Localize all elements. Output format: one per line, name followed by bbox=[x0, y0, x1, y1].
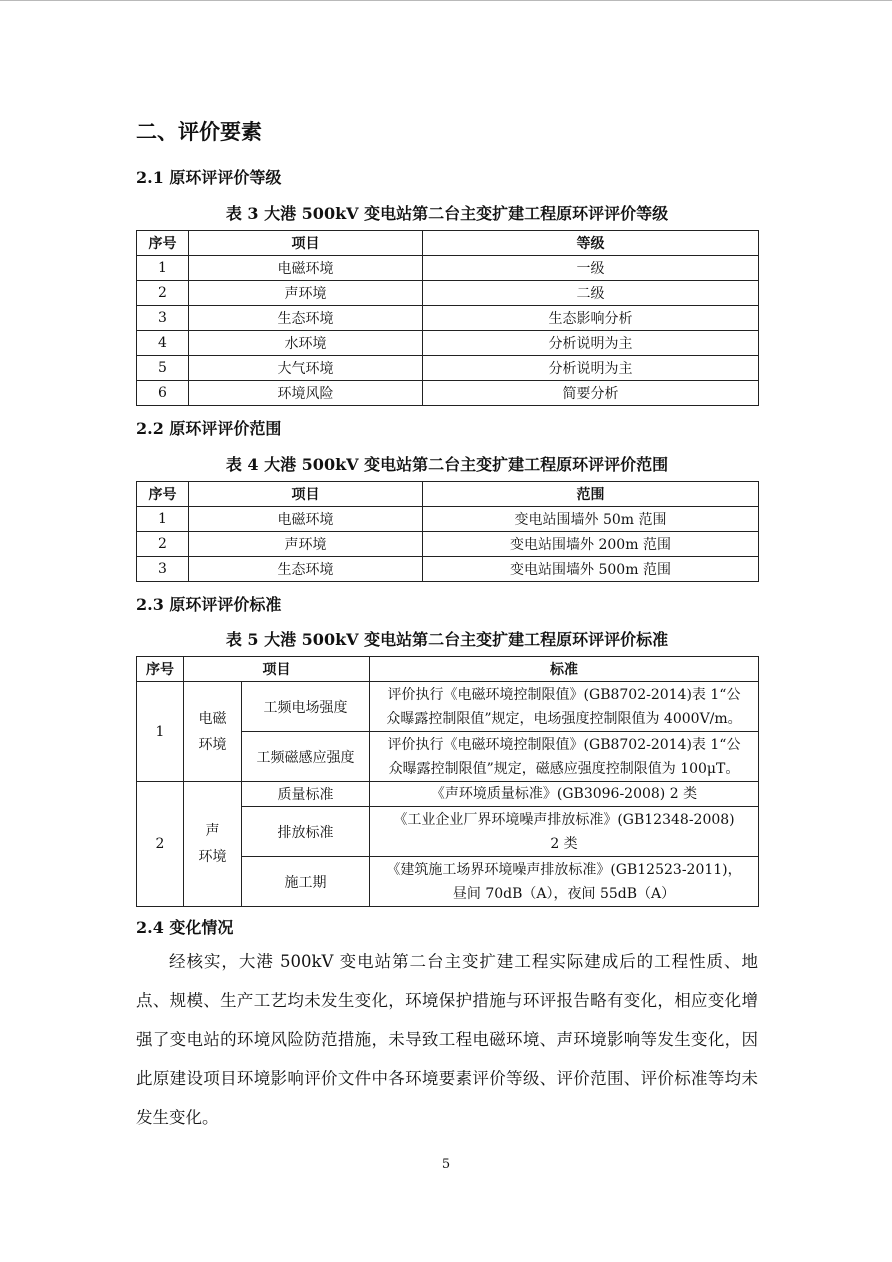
heading-2-1: 2.1 原环评评价等级 bbox=[136, 168, 282, 187]
cell-item: 大气环境 bbox=[189, 356, 423, 381]
cell-item: 声环境 bbox=[189, 281, 423, 306]
cell-level: 二级 bbox=[423, 281, 759, 306]
category-line: 电磁 bbox=[198, 710, 227, 727]
cell-no: 6 bbox=[137, 381, 189, 406]
cell-no: 2 bbox=[137, 782, 184, 907]
table-row bbox=[137, 281, 759, 306]
cell-level: 分析说明为主 bbox=[423, 356, 759, 381]
cell-scope: 变电站围墙外 200m 范围 bbox=[423, 532, 759, 557]
table-3-evaluation-level bbox=[136, 230, 759, 406]
page-number: 5 bbox=[441, 1157, 451, 1172]
header-no: 序号 bbox=[137, 482, 189, 507]
header-item: 项目 bbox=[189, 231, 423, 256]
table-row bbox=[137, 306, 759, 331]
cell-no: 2 bbox=[137, 532, 189, 557]
table-3-caption: 表 3 大港 500kV 变电站第二台主变扩建工程原环评评价等级 bbox=[225, 204, 669, 223]
cell-subitem: 质量标准 bbox=[242, 782, 370, 807]
cell-standard bbox=[370, 682, 759, 732]
cell-subitem: 排放标准 bbox=[242, 807, 370, 857]
category-line: 环境 bbox=[198, 736, 227, 753]
standard-line: 《声环境质量标准》(GB3096-2008) 2 类 bbox=[430, 786, 698, 802]
cell-subitem: 工频磁感应强度 bbox=[242, 732, 370, 782]
heading-2-3: 2.3 原环评评价标准 bbox=[136, 595, 282, 614]
cell-scope: 变电站围墙外 500m 范围 bbox=[423, 557, 759, 582]
header-item: 项目 bbox=[184, 657, 370, 682]
header-item: 项目 bbox=[189, 482, 423, 507]
table-5-evaluation-standard bbox=[136, 656, 759, 907]
heading-2-4: 2.4 变化情况 bbox=[136, 918, 234, 937]
table-row bbox=[137, 356, 759, 381]
table-4-caption: 表 4 大港 500kV 变电站第二台主变扩建工程原环评评价范围 bbox=[225, 455, 669, 474]
table-header-row bbox=[137, 482, 759, 507]
category-line: 声 bbox=[205, 823, 220, 839]
cell-level: 简要分析 bbox=[423, 381, 759, 406]
standard-line: 评价执行《电磁环境控制限值》(GB8702-2014)表 1“公 bbox=[387, 736, 741, 753]
header-no: 序号 bbox=[137, 657, 184, 682]
cell-level: 分析说明为主 bbox=[423, 331, 759, 356]
table-row bbox=[137, 331, 759, 356]
table-row bbox=[137, 682, 759, 732]
cell-no: 2 bbox=[137, 281, 189, 306]
cell-standard bbox=[370, 857, 759, 907]
table-header-row bbox=[137, 657, 759, 682]
table-5-caption: 表 5 大港 500kV 变电站第二台主变扩建工程原环评评价标准 bbox=[225, 630, 669, 649]
cell-item: 电磁环境 bbox=[189, 256, 423, 281]
header-scope: 范围 bbox=[423, 482, 759, 507]
heading-2-2: 2.2 原环评评价范围 bbox=[136, 419, 282, 438]
header-level: 等级 bbox=[423, 231, 759, 256]
cell-standard bbox=[370, 732, 759, 782]
header-standard: 标准 bbox=[370, 657, 759, 682]
standard-line: 《工业企业厂界环境噪声排放标准》(GB12348-2008) bbox=[393, 811, 735, 828]
table-row bbox=[137, 532, 759, 557]
standard-line: 2 类 bbox=[550, 835, 578, 852]
cell-level: 一级 bbox=[423, 256, 759, 281]
cell-item: 水环境 bbox=[189, 331, 423, 356]
section-heading: 二、评价要素 bbox=[136, 120, 262, 144]
standard-line: 《建筑施工场界环境噪声排放标准》(GB12523-2011)， bbox=[386, 861, 742, 878]
page-top-border bbox=[0, 0, 892, 1]
standard-line: 众曝露控制限值”规定，电场强度控制限值为 4000V/m。 bbox=[386, 710, 742, 727]
standard-line: 昼间 70dB（A），夜间 55dB（A） bbox=[452, 885, 676, 902]
cell-standard bbox=[370, 782, 759, 807]
cell-no: 5 bbox=[137, 356, 189, 381]
cell-item: 环境风险 bbox=[189, 381, 423, 406]
table-row bbox=[137, 507, 759, 532]
table-4-evaluation-scope bbox=[136, 481, 759, 582]
table-row bbox=[137, 381, 759, 406]
cell-scope: 变电站围墙外 50m 范围 bbox=[423, 507, 759, 532]
cell-standard bbox=[370, 807, 759, 857]
cell-level: 生态影响分析 bbox=[423, 306, 759, 331]
cell-item: 生态环境 bbox=[189, 306, 423, 331]
cell-no: 3 bbox=[137, 557, 189, 582]
cell-no: 1 bbox=[137, 682, 184, 782]
header-no: 序号 bbox=[137, 231, 189, 256]
table-header-row bbox=[137, 231, 759, 256]
table-row bbox=[137, 557, 759, 582]
cell-no: 3 bbox=[137, 306, 189, 331]
cell-subitem: 施工期 bbox=[242, 857, 370, 907]
cell-item: 声环境 bbox=[189, 532, 423, 557]
cell-no: 4 bbox=[137, 331, 189, 356]
table-row bbox=[137, 782, 759, 807]
category-line: 环境 bbox=[198, 849, 227, 865]
table-row bbox=[137, 256, 759, 281]
cell-subitem: 工频电场强度 bbox=[242, 682, 370, 732]
cell-item: 生态环境 bbox=[189, 557, 423, 582]
cell-category bbox=[184, 782, 242, 907]
standard-line: 评价执行《电磁环境控制限值》(GB8702-2014)表 1“公 bbox=[387, 686, 741, 703]
cell-category bbox=[184, 682, 242, 782]
standard-line: 众曝露控制限值”规定，磁感应强度控制限值为 100μT。 bbox=[388, 760, 740, 777]
cell-no: 1 bbox=[137, 507, 189, 532]
paragraph-change-status: 经核实，大港 500kV 变电站第二台主变扩建工程实际建成后的工程性质、地点、规模、生产工艺均未发生变化，环境保护措施与环评报告略有变化，相应变化增强了变电站的环境风险防范措施，未导致工程电磁环境、声环境影响等发生变化，因此原建设项目环境影响评价文件中各环境要素评价等级、评价范围、评价标准等均未发生变化。 bbox=[136, 952, 758, 1127]
cell-no: 1 bbox=[137, 256, 189, 281]
cell-item: 电磁环境 bbox=[189, 507, 423, 532]
